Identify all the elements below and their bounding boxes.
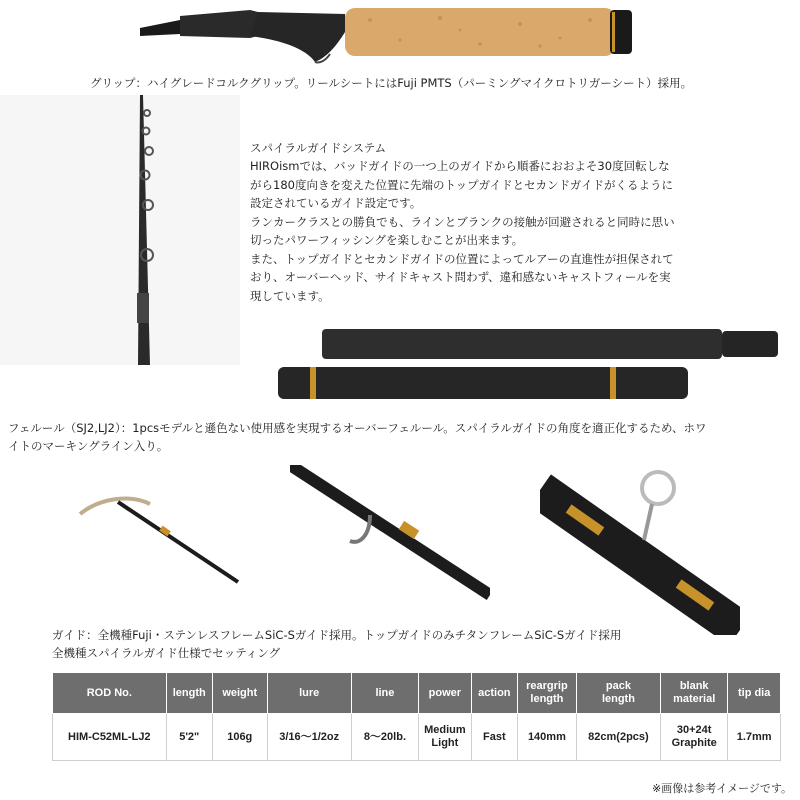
header-length: length [166,673,212,714]
spiral-line: HIROismでは、バッドガイドの一つ上のガイドから順番におおよそ30度回転しな [250,159,670,173]
spiral-line: また、トップガイドとセカンドガイドの位置によってルアーの直進性が担保されて [250,251,674,266]
header-weight: weight [212,673,267,714]
ferrule-line: イトのマーキングライン入り。 [8,439,169,453]
guide-caption [52,626,621,662]
ferrule-caption [8,419,707,455]
ferrule-line: フェルール（SJ2,LJ2）：1pcsモデルと遜色ない使用感を実現するオーバーフェルール。スパイラルガイドの角度を適正化するため、ホワ [8,421,707,435]
header-action: action [471,673,517,714]
cell-action: Fast [471,714,517,761]
reference-note: ※画像は参考イメージです。 [651,782,792,795]
spiral-line: おり、オーバーヘッド、サイドキャスト問わず、違和感ないキャストフィールを実 [250,270,671,284]
cell-lure: 3/16～1/2oz [267,714,351,761]
spiral-guide-title: スパイラルガイドシステム [250,141,387,155]
cell-power: Medium Light [419,714,472,761]
cell-rod-no: HIM-C52ML-LJ2 [53,714,167,761]
ferrule-photo [270,325,785,405]
cell-blank-material: 30+24t Graphite [661,714,728,761]
header-blank-material: blank material [661,673,728,714]
cell-weight: 106g [212,714,267,761]
spiral-guide-description [250,157,700,305]
header-reargrip-length: reargrip length [517,673,576,714]
spiral-guide-photo [0,95,240,365]
cell-length: 5'2" [166,714,212,761]
guide-line: ガイド：全機種Fuji・ステンレスフレームSiC-Sガイド採用。トップガイドのみチタンフレームSiC-Sガイド採用 [52,628,622,642]
spiral-line: ランカークラスとの勝負でも、ラインとブランクの接触が回避されると同時に思い [250,214,675,229]
cell-tip-dia: 1.7mm [728,714,781,761]
header-pack-length: pack length [576,673,660,714]
table-row [53,714,781,761]
guide-line: 全機種スパイラルガイド仕様でセッティング [52,646,281,660]
spec-table [52,672,781,761]
header-lure: lure [267,673,351,714]
header-line: line [351,673,418,714]
header-power: power [419,673,472,714]
spiral-line: 現しています。 [250,288,330,303]
header-tip-dia: tip dia [728,673,781,714]
grip-photo [140,0,640,70]
spiral-line: 設定されているガイド設定です。 [250,196,422,210]
cell-reargrip-length: 140mm [517,714,576,761]
spiral-line: がら180度向きを変えた位置に先端のトップガイドとセカンドガイドがくるように [250,177,673,192]
spec-header-row [53,673,781,714]
tip-guide-photo [60,480,250,590]
cell-pack-length: 82cm(2pcs) [576,714,660,761]
grip-caption: グリップ：ハイグレードコルクグリップ。リールシートにはFuji PMTS（パーミングマイクロトリガーシート）採用。 [90,76,693,90]
cell-line: 8～20lb. [351,714,418,761]
butt-guide-photo [540,460,740,635]
mid-guide-photo [290,465,490,600]
spiral-line: 切ったパワーフィッシングを楽しむことが出来ます。 [250,233,524,247]
header-rod-no: ROD No. [53,673,167,714]
